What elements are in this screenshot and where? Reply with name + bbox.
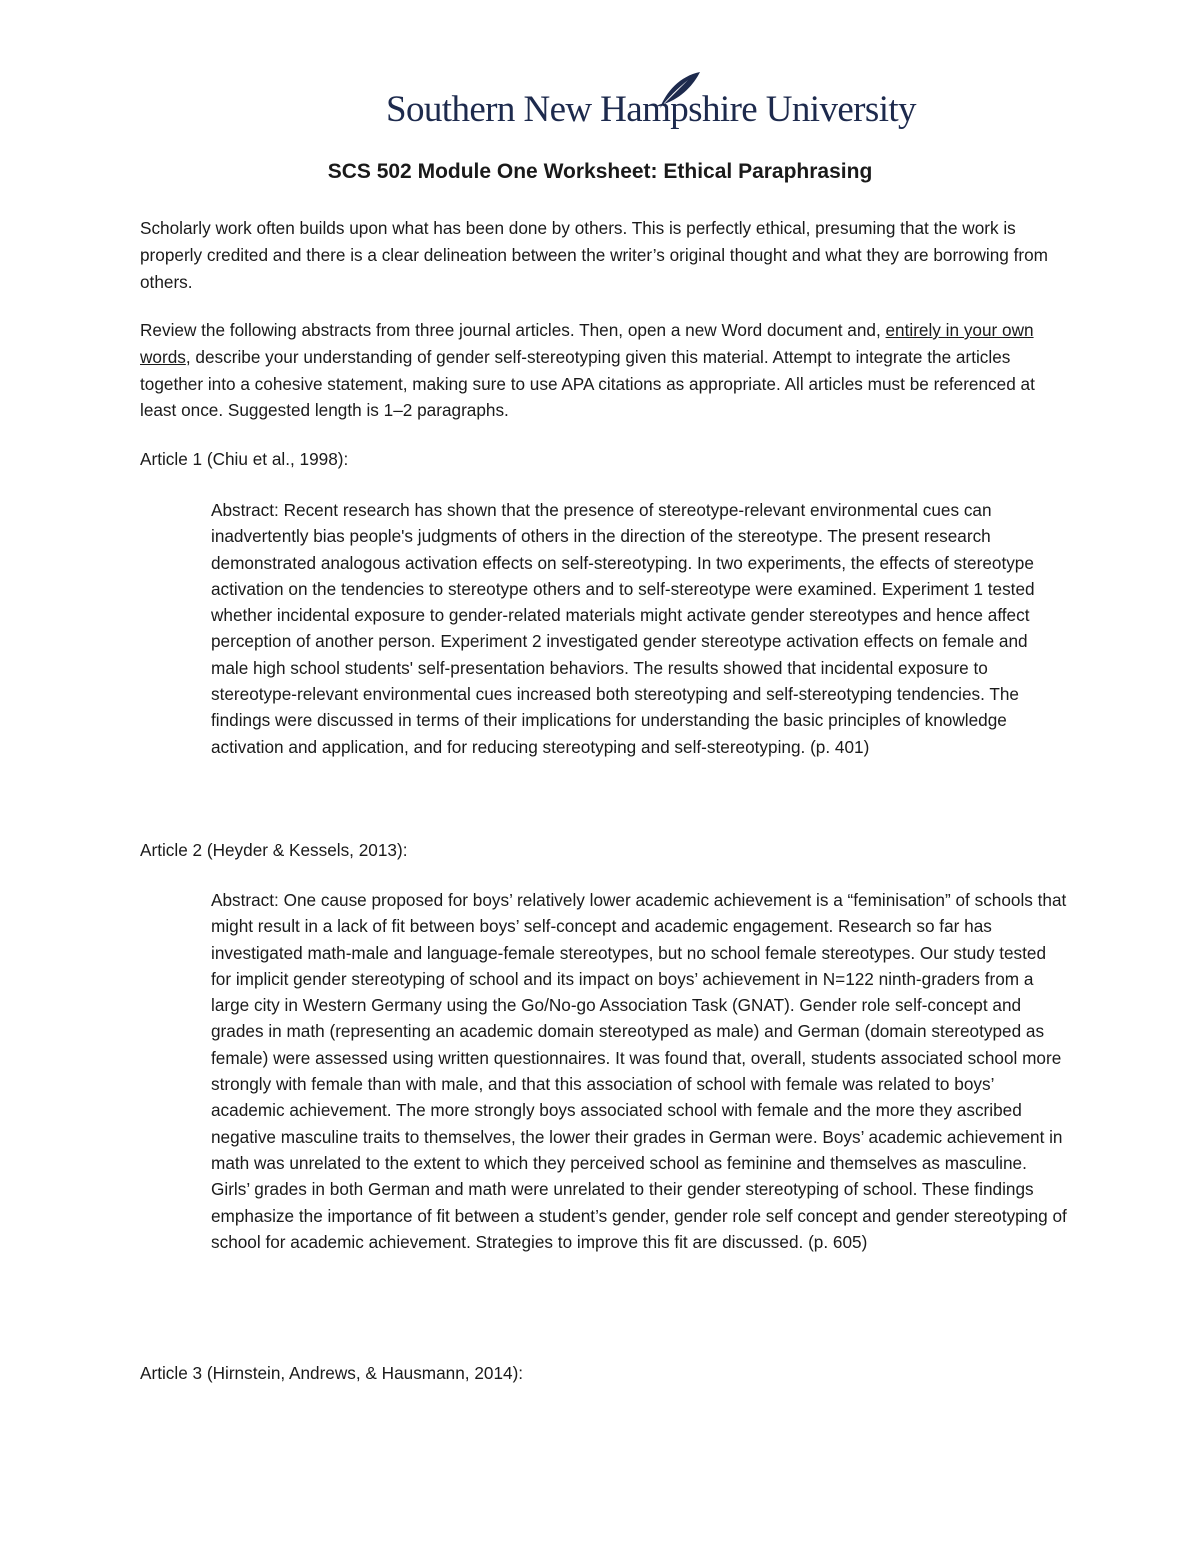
article-3-heading: Article 3 (Hirnstein, Andrews, & Hausmann, 2014):: [140, 1363, 524, 1383]
instructions-paragraph: [140, 317, 1070, 424]
article-1-abstract: Abstract: Recent research has shown that the presence of stereotype-relevant environmental cues can inadvertently bias people's judgments of others in the direction of the stereotype. The present research demonstrated analogous activation effects on self-stereotyping. In two experiments, the effects of stereotype activation on the tendencies to stereotype others and to self-stereotype were examined. Experiment 1 tested whether incidental exposure to gender-related materials might activate gender stereotypes and hence affect perception of another person. Experiment 2 investigated gender stereotype activation effects on female and male high school students' self-presentation behaviors. The results showed that incidental exposure to stereotype-relevant environmental cues increased both stereotyping and self-stereotyping tendencies. The findings were discussed in terms of their implications for understanding the basic principles of knowledge activation and application, and for reducing stereotyping and self-stereotyping. (p. 401): [211, 500, 1035, 757]
university-logo: [386, 70, 916, 138]
instructions-underlined-phrase: entirely in your own words: [140, 320, 1034, 367]
article-1-heading: Article 1 (Chiu et al., 1998):: [140, 449, 349, 469]
instructions-text-start: Review the following abstracts from three journal articles. Then, open a new Word document and,: [140, 320, 886, 340]
article-2-abstract: Abstract: One cause proposed for boys’ relatively lower academic achievement is a “feminisation” of schools that might result in a lack of fit between boys’ self-concept and academic engagement. Research so far has investigated math-male and language-female stereotypes, but no school female stereotypes. Our study tested for implicit gender stereotyping of school and its impact on boys’ achievement in N=122 ninth-graders from a large city in Western Germany using the Go/No-go Association Task (GNAT). Gender role self-concept and grades in math (representing an academic domain stereotyped as male) and German (domain stereotyped as female) were assessed using written questionnaires. It was found that, overall, students associated school more strongly with female than with male, and that this association of school with female was related to boys’ academic achievement. The more strongly boys associated school with female and the more they ascribed negative masculine traits to themselves, the lower their grades in German were. Boys’ academic achievement in math was unrelated to the extent to which they perceived school as feminine and themselves as masculine. Girls’ grades in both German and math were unrelated to their gender stereotyping of school. These findings emphasize the importance of fit between a student’s gender, gender role self concept and gender stereotyping of school for academic achievement. Strategies to improve this fit are discussed. (p. 605): [211, 890, 1067, 1252]
quill-feather-icon: [656, 70, 702, 110]
instructions-text-end: , describe your understanding of gender self-stereotyping given this material. Attempt to integrate the articles together into a cohesive statement, making sure to use APA citations as appropriate. All articles must be referenced at least once. Suggested length is 1–2 paragraphs.: [140, 346, 1035, 421]
logo-wordmark: Southern New Hampshire University: [386, 89, 916, 130]
document-title: SCS 502 Module One Worksheet: Ethical Paraphrasing: [327, 160, 873, 183]
article-2-heading: Article 2 (Heyder & Kessels, 2013):: [140, 840, 408, 860]
intro-paragraph: Scholarly work often builds upon what has been done by others. This is perfectly ethical, presuming that the work is properly credited and there is a clear delineation between the writer’s original thought and what they are borrowing from others.: [140, 218, 1048, 292]
